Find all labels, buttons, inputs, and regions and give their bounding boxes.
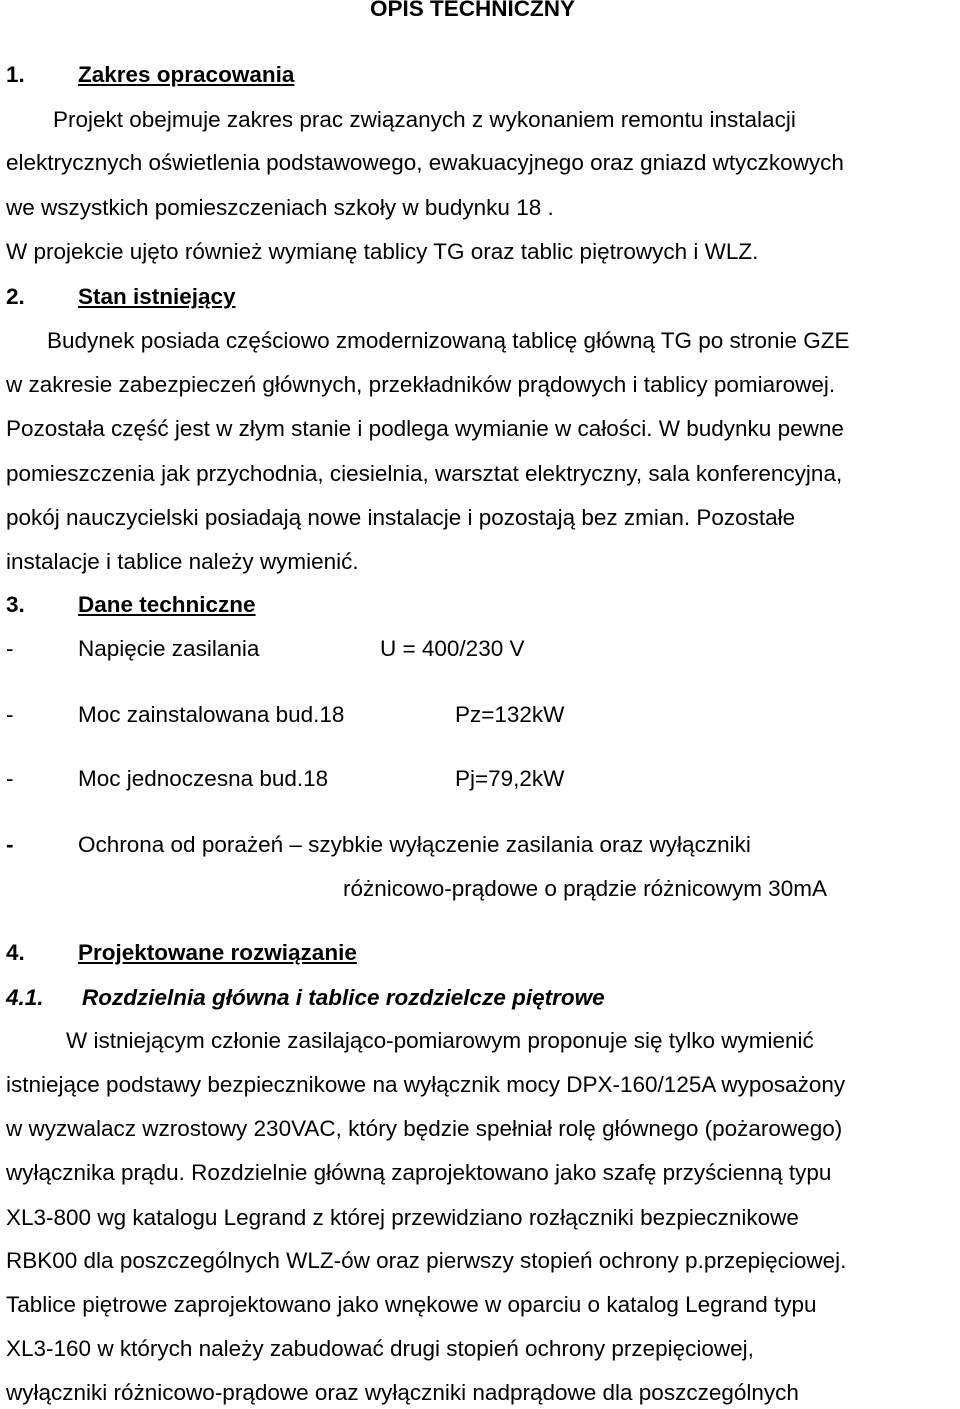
paragraph-line: Tablice piętrowe zaprojektowano jako wnękowe w oparciu o katalog Legrand typu bbox=[6, 1292, 817, 1317]
dash: - bbox=[6, 832, 14, 857]
paragraph-line: elektrycznych oświetlenia podstawowego, ewakuacyjnego oraz gniazd wtyczkowych bbox=[6, 150, 844, 175]
document-title: OPIS TECHNICZNY bbox=[370, 0, 576, 21]
protection-row bbox=[6, 830, 906, 860]
subsection-4-1-heading bbox=[6, 983, 605, 1013]
paragraph-line: W istniejącym członie zasilająco-pomiarowym proponuje się tylko wymienić bbox=[66, 1028, 814, 1053]
paragraph-line: Pozostała część jest w złym stanie i podlega wymianie w całości. W budynku pewne bbox=[6, 416, 844, 441]
paragraph-line: RBK00 dla poszczególnych WLZ-ów oraz pierwszy stopień ochrony p.przepięciowej. bbox=[6, 1248, 847, 1273]
paragraph-line: we wszystkich pomieszczeniach szkoły w budynku 18 . bbox=[6, 195, 554, 220]
paragraph-line: wyłączniki różnicowo-prądowe oraz wyłączniki nadprądowe dla poszczególnych bbox=[6, 1380, 799, 1405]
paragraph-line: pokój nauczycielski posiadają nowe instalacje i pozostają bez zmian. Pozostałe bbox=[6, 505, 796, 530]
parameter-value: Pj=79,2kW bbox=[455, 766, 565, 791]
dash: - bbox=[6, 702, 14, 727]
technical-data-row bbox=[6, 634, 906, 664]
parameter-value: Pz=132kW bbox=[455, 702, 565, 727]
paragraph-line: XL3-160 w których należy zabudować drugi stopień ochrony przepięciowej, bbox=[6, 1336, 754, 1361]
paragraph-line: wyłącznika prądu. Rozdzielnie główną zaprojektowano jako szafę przyścienną typu bbox=[6, 1160, 832, 1185]
subsection-number: 4.1. bbox=[6, 985, 44, 1010]
section-number: 4. bbox=[6, 940, 25, 965]
section-2-heading bbox=[6, 282, 236, 312]
technical-data-row bbox=[6, 764, 906, 794]
section-title: Zakres opracowania bbox=[78, 62, 295, 87]
protection-text: Ochrona od porażeń – szybkie wyłączenie zasilania oraz wyłączniki bbox=[78, 832, 751, 857]
subsection-title: Rozdzielnia główna i tablice rozdzielcze piętrowe bbox=[82, 985, 605, 1010]
paragraph-line: Budynek posiada częściowo zmodernizowaną tablicę główną TG po stronie GZE bbox=[47, 328, 850, 353]
section-number: 1. bbox=[6, 62, 25, 87]
section-title: Projektowane rozwiązanie bbox=[78, 940, 357, 965]
paragraph-line: W projekcie ujęto również wymianę tablicy TG oraz tablic piętrowych i WLZ. bbox=[6, 239, 759, 264]
parameter-label: Moc jednoczesna bud.18 bbox=[78, 766, 329, 791]
section-number: 3. bbox=[6, 592, 25, 617]
paragraph-line: w wyzwalacz wzrostowy 230VAC, który będzie spełniał rolę głównego (pożarowego) bbox=[6, 1116, 843, 1141]
section-1-heading bbox=[6, 60, 295, 90]
paragraph-line: istniejące podstawy bezpiecznikowe na wyłącznik mocy DPX-160/125A wyposażony bbox=[6, 1072, 846, 1097]
technical-data-row bbox=[6, 700, 906, 730]
dash: - bbox=[6, 636, 14, 661]
section-3-heading bbox=[6, 590, 256, 620]
parameter-label: Napięcie zasilania bbox=[78, 636, 260, 661]
section-title: Dane techniczne bbox=[78, 592, 256, 617]
protection-text-continued: różnicowo-prądowe o prądzie różnicowym 30mA bbox=[343, 876, 827, 901]
paragraph-line: pomieszczenia jak przychodnia, ciesielnia, warsztat elektryczny, sala konferencyjna, bbox=[6, 461, 843, 486]
parameter-value: U = 400/230 V bbox=[380, 636, 525, 661]
section-number: 2. bbox=[6, 284, 25, 309]
paragraph-line: instalacje i tablice należy wymienić. bbox=[6, 549, 359, 574]
parameter-label: Moc zainstalowana bud.18 bbox=[78, 702, 345, 727]
paragraph-line: w zakresie zabezpieczeń głównych, przekładników prądowych i tablicy pomiarowej. bbox=[6, 372, 836, 397]
paragraph-line: XL3-800 wg katalogu Legrand z której przewidziano rozłączniki bezpiecznikowe bbox=[6, 1205, 799, 1230]
dash: - bbox=[6, 766, 14, 791]
section-title: Stan istniejący bbox=[78, 284, 236, 309]
paragraph-line: Projekt obejmuje zakres prac związanych z wykonaniem remontu instalacji bbox=[53, 107, 796, 132]
section-4-heading bbox=[6, 938, 357, 968]
